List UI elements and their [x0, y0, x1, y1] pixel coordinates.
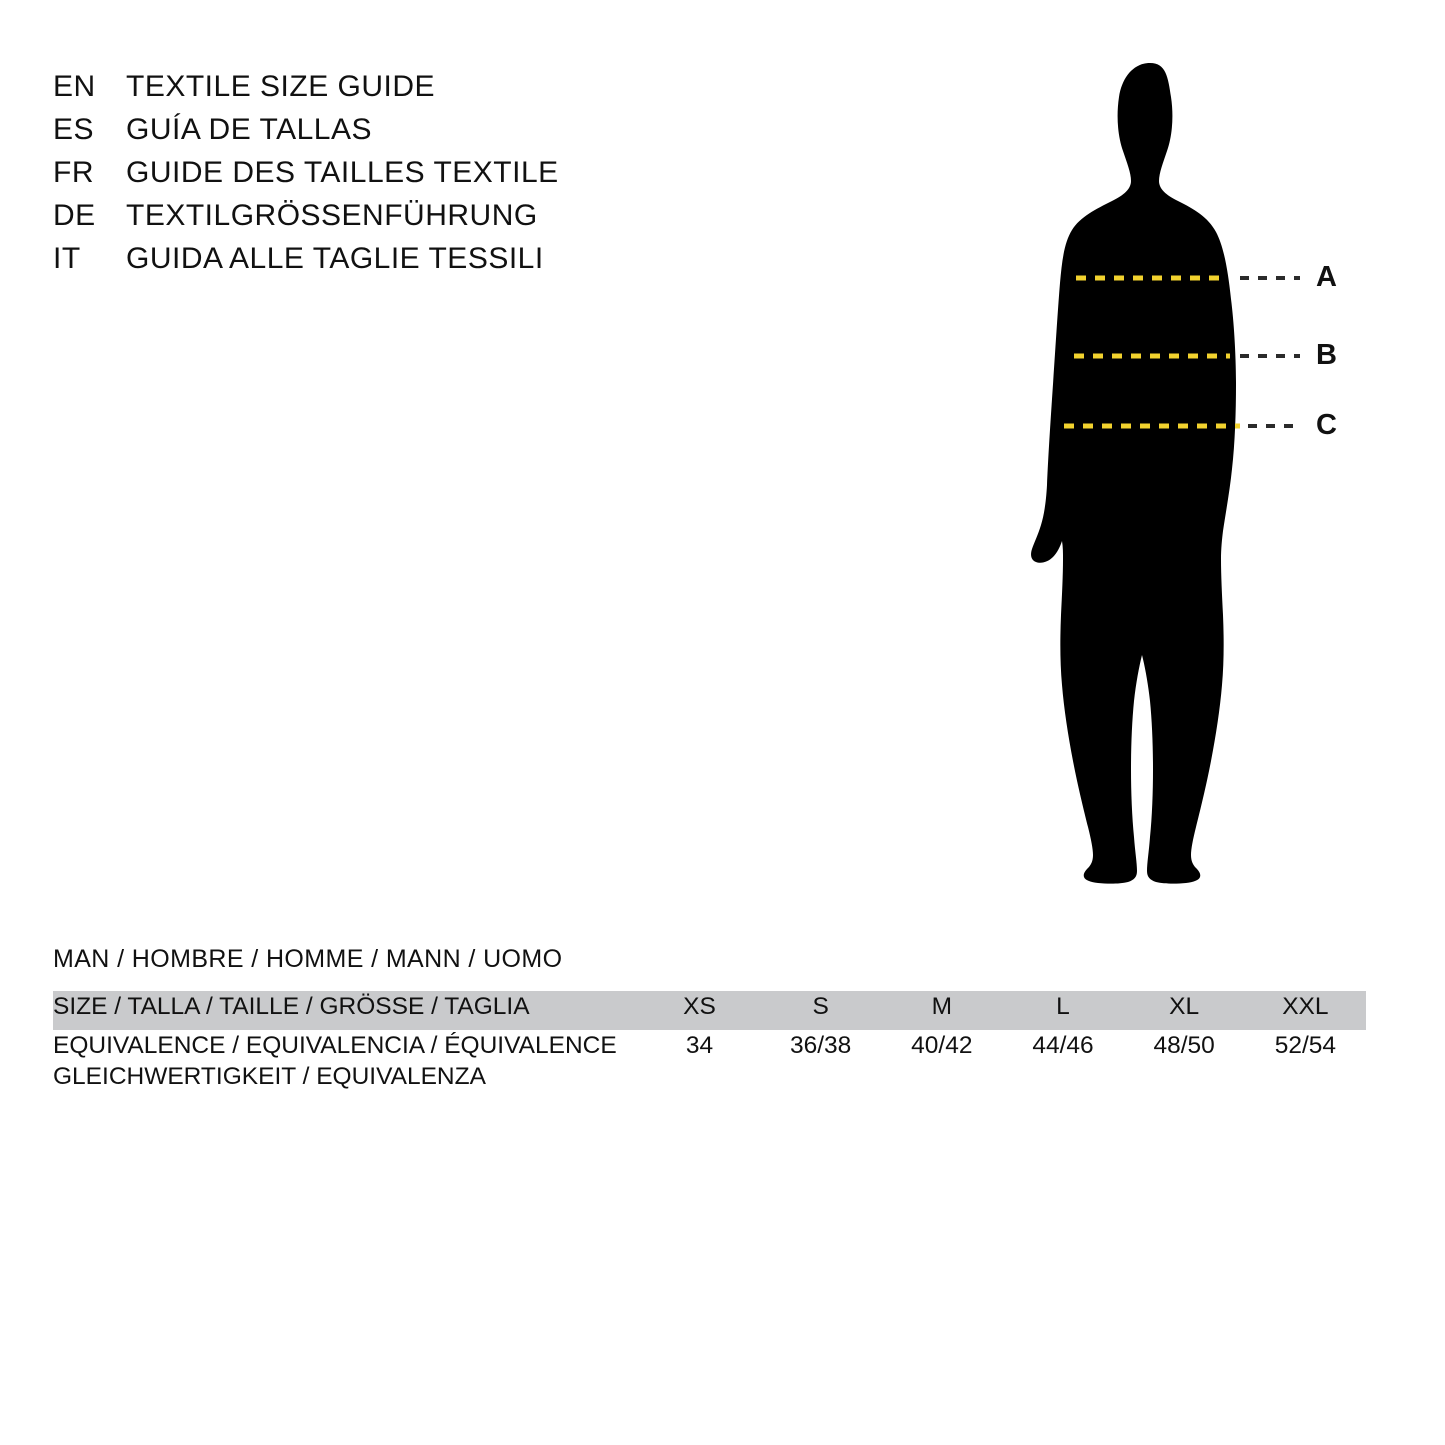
size-header-m: M — [881, 991, 1002, 1030]
equivalence-label-line1: EQUIVALENCE / EQUIVALENCIA / ÉQUIVALENCE — [53, 1032, 617, 1059]
size-header-xxl: XXL — [1245, 991, 1366, 1030]
equivalence-value-s: 36/38 — [789, 1032, 852, 1059]
table-row — [53, 1030, 1366, 1093]
measure-label-b: B — [1316, 339, 1337, 371]
language-code-en: EN — [53, 70, 96, 103]
size-guide-figure — [1000, 55, 1420, 895]
language-title-fr: GUIDE DES TAILLES TEXTILE — [126, 156, 559, 189]
size-header-l: L — [1002, 991, 1123, 1030]
language-title-es: GUÍA DE TALLAS — [126, 113, 372, 146]
leader-lines-group — [1240, 278, 1300, 426]
size-header-s: S — [760, 991, 881, 1030]
equivalence-value-xs: 34 — [685, 1032, 714, 1059]
language-row-it — [53, 242, 559, 285]
measure-label-a: A — [1316, 261, 1337, 293]
language-row-fr — [53, 156, 559, 199]
equivalence-label-line2: GLEICHWERTIGKEIT / EQUIVALENZA — [53, 1063, 486, 1091]
language-code-de: DE — [53, 199, 96, 232]
measure-label-c: C — [1316, 409, 1337, 441]
equivalence-value-m: 40/42 — [911, 1032, 973, 1059]
size-table-header-row — [53, 991, 1366, 1030]
female-body-silhouette-icon — [1031, 63, 1236, 884]
size-table-caption: MAN / HOMBRE / HOMME / MANN / UOMO — [53, 945, 563, 973]
equivalence-value-xl: 48/50 — [1153, 1032, 1215, 1059]
language-code-fr: FR — [53, 156, 94, 189]
language-code-it: IT — [53, 242, 81, 275]
language-code-es: ES — [53, 113, 95, 146]
language-title-en: TEXTILE SIZE GUIDE — [126, 70, 436, 103]
equivalence-value-l: 44/46 — [1032, 1032, 1094, 1059]
size-header-xl: XL — [1124, 991, 1245, 1030]
size-table — [53, 991, 1366, 1093]
language-title-list — [53, 70, 559, 285]
language-title-de: TEXTILGRÖSSENFÜHRUNG — [126, 199, 538, 232]
size-table-header-label: SIZE / TALLA / TAILLE / GRÖSSE / TAGLIA — [53, 991, 639, 1030]
size-header-xs: XS — [639, 991, 760, 1030]
equivalence-row-label — [53, 1030, 639, 1093]
size-table-section — [53, 945, 1373, 1093]
language-row-es — [53, 113, 559, 156]
equivalence-value-xxl: 52/54 — [1274, 1032, 1337, 1059]
language-title-it: GUIDA ALLE TAGLIE TESSILI — [126, 242, 544, 275]
language-row-en — [53, 70, 559, 113]
language-row-de — [53, 199, 559, 242]
